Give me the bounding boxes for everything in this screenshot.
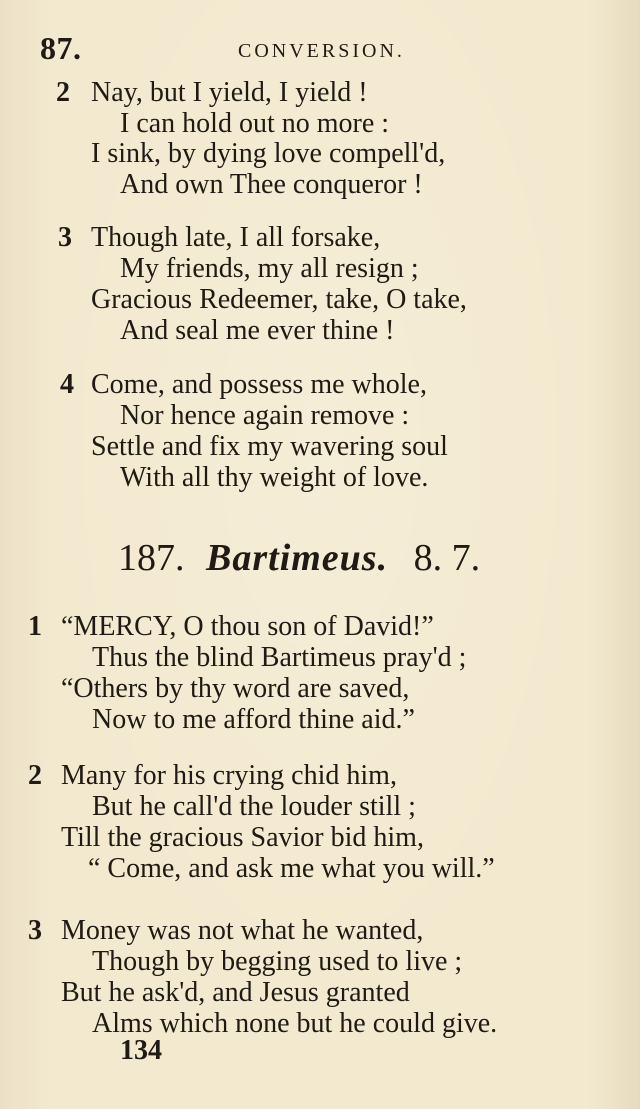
hymn-meter: 8. 7. — [413, 537, 481, 579]
verse-line: And seal me ever thine ! — [120, 315, 395, 346]
verse-line: But he call'd the louder still ; — [92, 791, 416, 822]
verse-line: “Others by thy word are saved, — [61, 673, 410, 704]
verse-line: And own Thee conqueror ! — [120, 169, 423, 200]
stanza-number: 4 — [60, 369, 74, 400]
verse-line: But he ask'd, and Jesus granted — [61, 977, 410, 1008]
hymn-number: 187. — [118, 537, 185, 579]
verse-line: Thus the blind Bartimeus pray'd ; — [92, 642, 467, 673]
verse-line: Nay, but I yield, I yield ! — [91, 77, 368, 108]
verse-line: Nor hence again remove : — [120, 400, 410, 431]
verse-line: My friends, my all resign ; — [120, 253, 419, 284]
verse-line: I can hold out no more : — [120, 108, 390, 139]
verse-line: Alms which none but he could give. — [92, 1008, 498, 1039]
stanza-number: 3 — [58, 222, 72, 253]
page-number-header: 87. — [40, 30, 82, 66]
stanza-number: 2 — [56, 77, 70, 108]
verse-line: Gracious Redeemer, take, O take, — [91, 284, 467, 315]
verse-line: “MERCY, O thou son of David!” — [61, 611, 434, 642]
verse-line: Though late, I all forsake, — [91, 222, 381, 253]
verse-line: Come, and possess me whole, — [91, 369, 427, 400]
stanza-number: 1 — [28, 611, 42, 642]
verse-line: With all thy weight of love. — [120, 462, 429, 493]
verse-line: Till the gracious Savior bid him, — [61, 822, 424, 853]
verse-line: “ Come, and ask me what you will.” — [88, 853, 495, 884]
hymn-title: Bartimeus. — [206, 537, 389, 579]
verse-line: Many for his crying chid him, — [61, 760, 397, 791]
verse-line: Settle and fix my wavering soul — [91, 431, 448, 462]
running-title: CONVERSION. — [238, 40, 405, 62]
verse-line: Though by begging used to live ; — [92, 946, 463, 977]
verse-line: Now to me afford thine aid.” — [92, 704, 415, 735]
stanza-number: 3 — [28, 915, 42, 946]
verse-line: I sink, by dying love compell'd, — [91, 138, 446, 169]
hymn-heading — [118, 536, 480, 580]
page-number-footer: 134 — [120, 1035, 162, 1066]
verse-line: Money was not what he wanted, — [61, 915, 424, 946]
stanza-number: 2 — [28, 760, 42, 791]
